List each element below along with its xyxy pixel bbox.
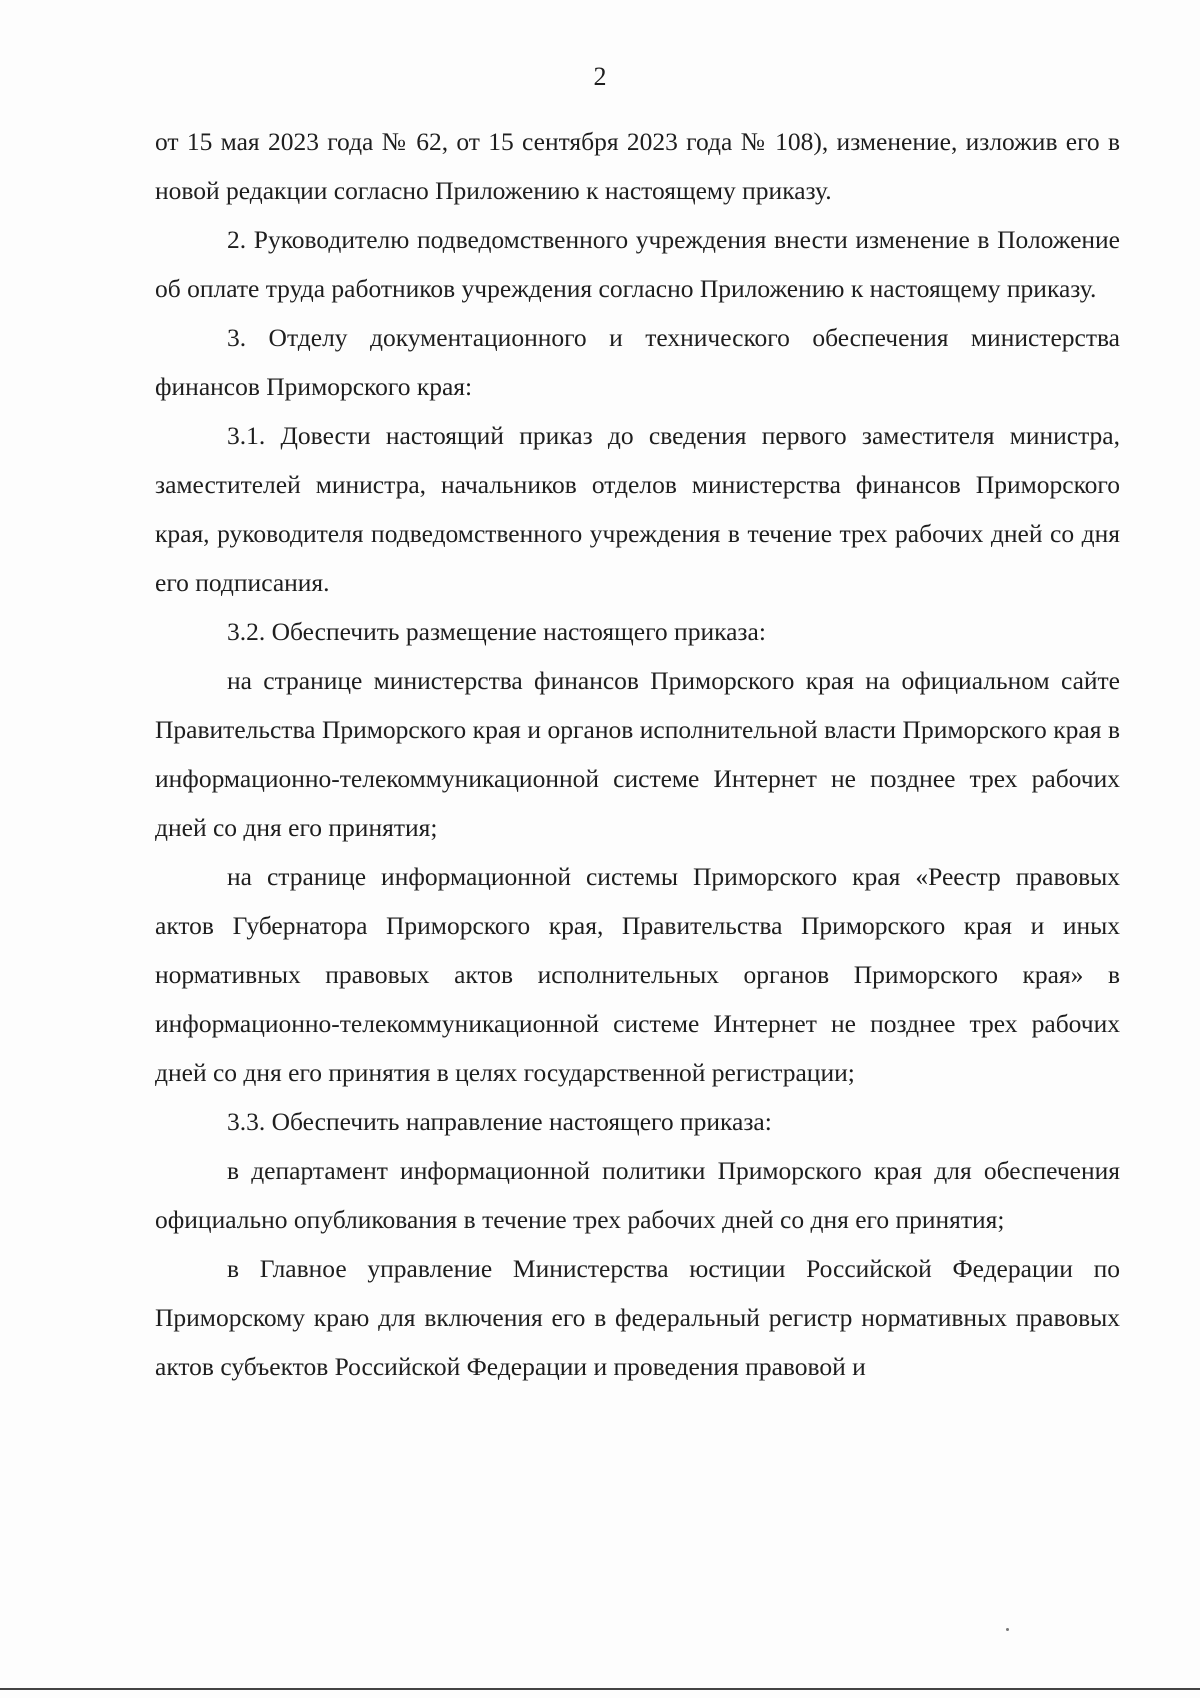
paragraph-item-3-2-website: на странице министерства финансов Приморского края на официальном сайте Правительства Приморского края и органов исполнительной власти Приморского края в информационно-телекоммуникационной системе Интернет не позднее трех рабочих дней со дня его принятия; [155,666,1120,842]
paragraph-item-2: 2. Руководителю подведомственного учреждения внести изменение в Положение об оплате труда работников учреждения согласно Приложению к настоящему приказу. [155,225,1120,303]
paragraph-item-3-3-department: в департамент информационной политики Приморского края для обеспечения официально опубликования в течение трех рабочих дней со дня его принятия; [155,1156,1120,1234]
paragraph-item-3-2: 3.2. Обеспечить размещение настоящего приказа: [227,617,766,646]
paragraph-continuation: от 15 мая 2023 года № 62, от 15 сентября 2023 года № 108), изменение, изложив его в новой редакции согласно Приложению к настоящему приказу. [155,127,1120,205]
paragraph-item-3-1: 3.1. Довести настоящий приказ до сведения первого заместителя министра, заместителей министра, начальников отделов министерства финансов Приморского края, руководителя подведомственного учреждения в течение трех рабочих дней со дня его подписания. [155,421,1120,597]
paragraph-item-3-2-registry: на странице информационной системы Приморского края «Реестр правовых актов Губернатора Приморского края, Правительства Приморского края и иных нормативных правовых актов исполнительных органов Приморского края» в информационно-телекоммуникационной системе Интернет не позднее трех рабочих дней со дня его принятия в целях государственной регистрации; [155,862,1120,1087]
scan-speck [1006,1628,1009,1631]
page-number: 2 [593,62,607,91]
paragraph-item-3-3-ministry: в Главное управление Министерства юстиции Российской Федерации по Приморскому краю для включения его в федеральный регистр нормативных правовых актов субъектов Российской Федерации и проведения правовой и [155,1254,1120,1381]
paragraph-item-3-3: 3.3. Обеспечить направление настоящего приказа: [227,1107,772,1136]
paragraph-item-3: 3. Отделу документационного и технического обеспечения министерства финансов Приморского края: [155,323,1120,401]
document-body [155,117,1120,1391]
scan-bottom-edge [0,1688,1200,1690]
